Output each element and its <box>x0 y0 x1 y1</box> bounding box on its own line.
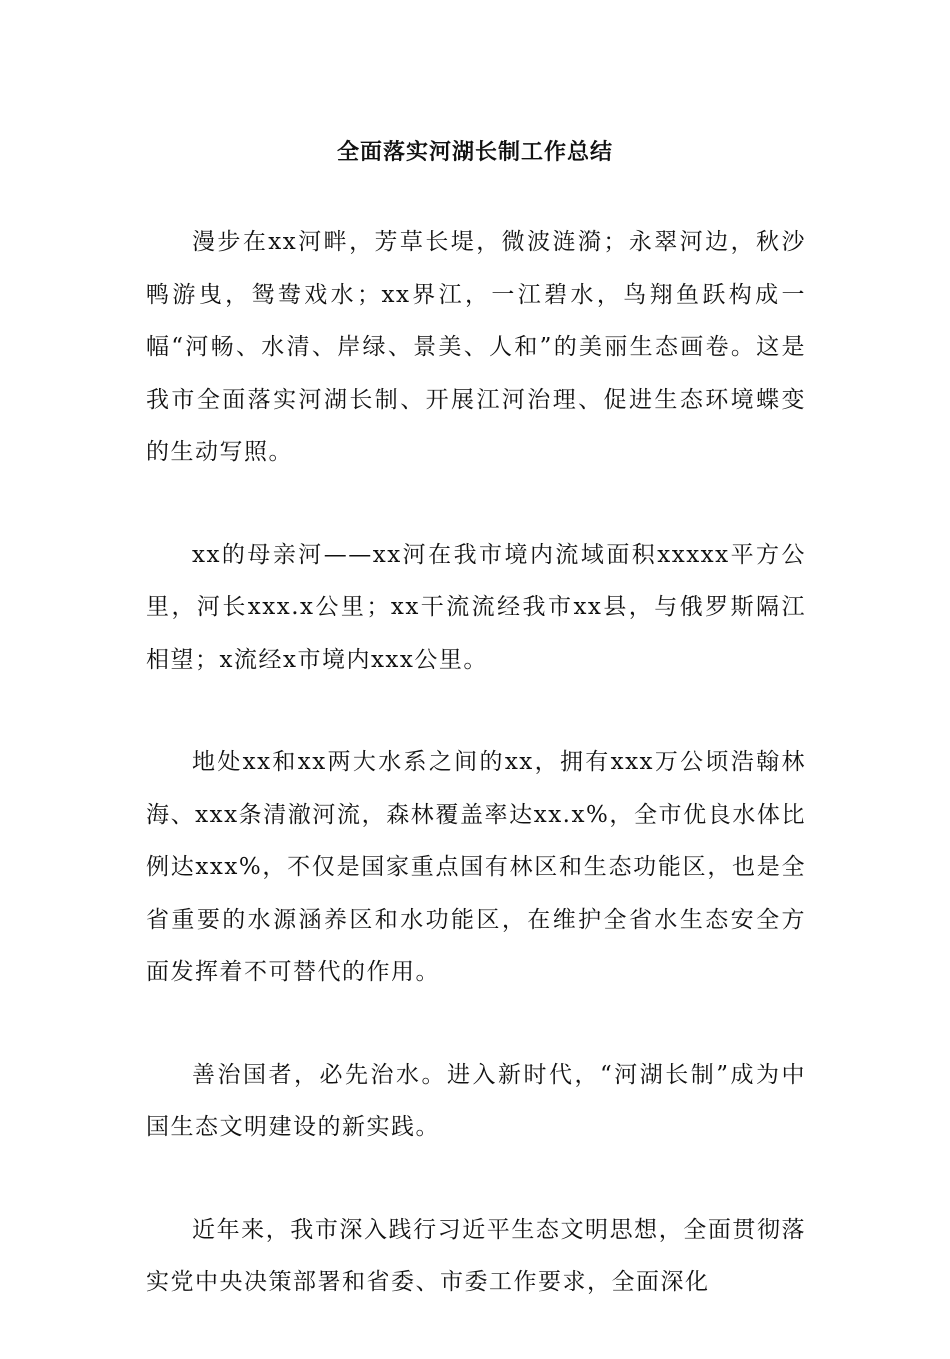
paragraph-5: 近年来，我市深入践行习近平生态文明思想，全面贯彻落实党中央决策部署和省委、市委工作要求，全面深化 <box>146 1216 806 1295</box>
paragraph-1: 漫步在xx河畔，芳草长堤，微波涟漪；永翠河边，秋沙鸭游曳，鸳鸯戏水；xx界江，一江碧水，鸟翔鱼跃构成一幅“河畅、水清、岸绿、景美、人和”的美丽生态画卷。这是我市全面落实河湖长制、开展江河治理、促进生态环境蝶变的生动写照。 <box>146 229 806 465</box>
paragraph-2: xx的母亲河——xx河在我市境内流域面积xxxxx平方公里，河长xxx.x公里；xx干流流经我市xx县，与俄罗斯隔江相望；x流经x市境内xxx公里。 <box>146 541 806 673</box>
paragraph-4: 善治国者，必先治水。进入新时代，“河湖长制”成为中国生态文明建设的新实践。 <box>146 1061 806 1140</box>
document-body <box>146 216 806 1359</box>
paragraph-3: 地处xx和xx两大水系之间的xx，拥有xxx万公顷浩翰林海、xxx条清澈河流，森林覆盖率达xx.x%，全市优良水体比例达xxx%，不仅是国家重点国有林区和生态功能区，也是全省重要的水源涵养区和水功能区，在维护全省水生态安全方面发挥着不可替代的作用。 <box>146 749 806 985</box>
document-title: 全面落实河湖长制工作总结 <box>336 139 613 165</box>
